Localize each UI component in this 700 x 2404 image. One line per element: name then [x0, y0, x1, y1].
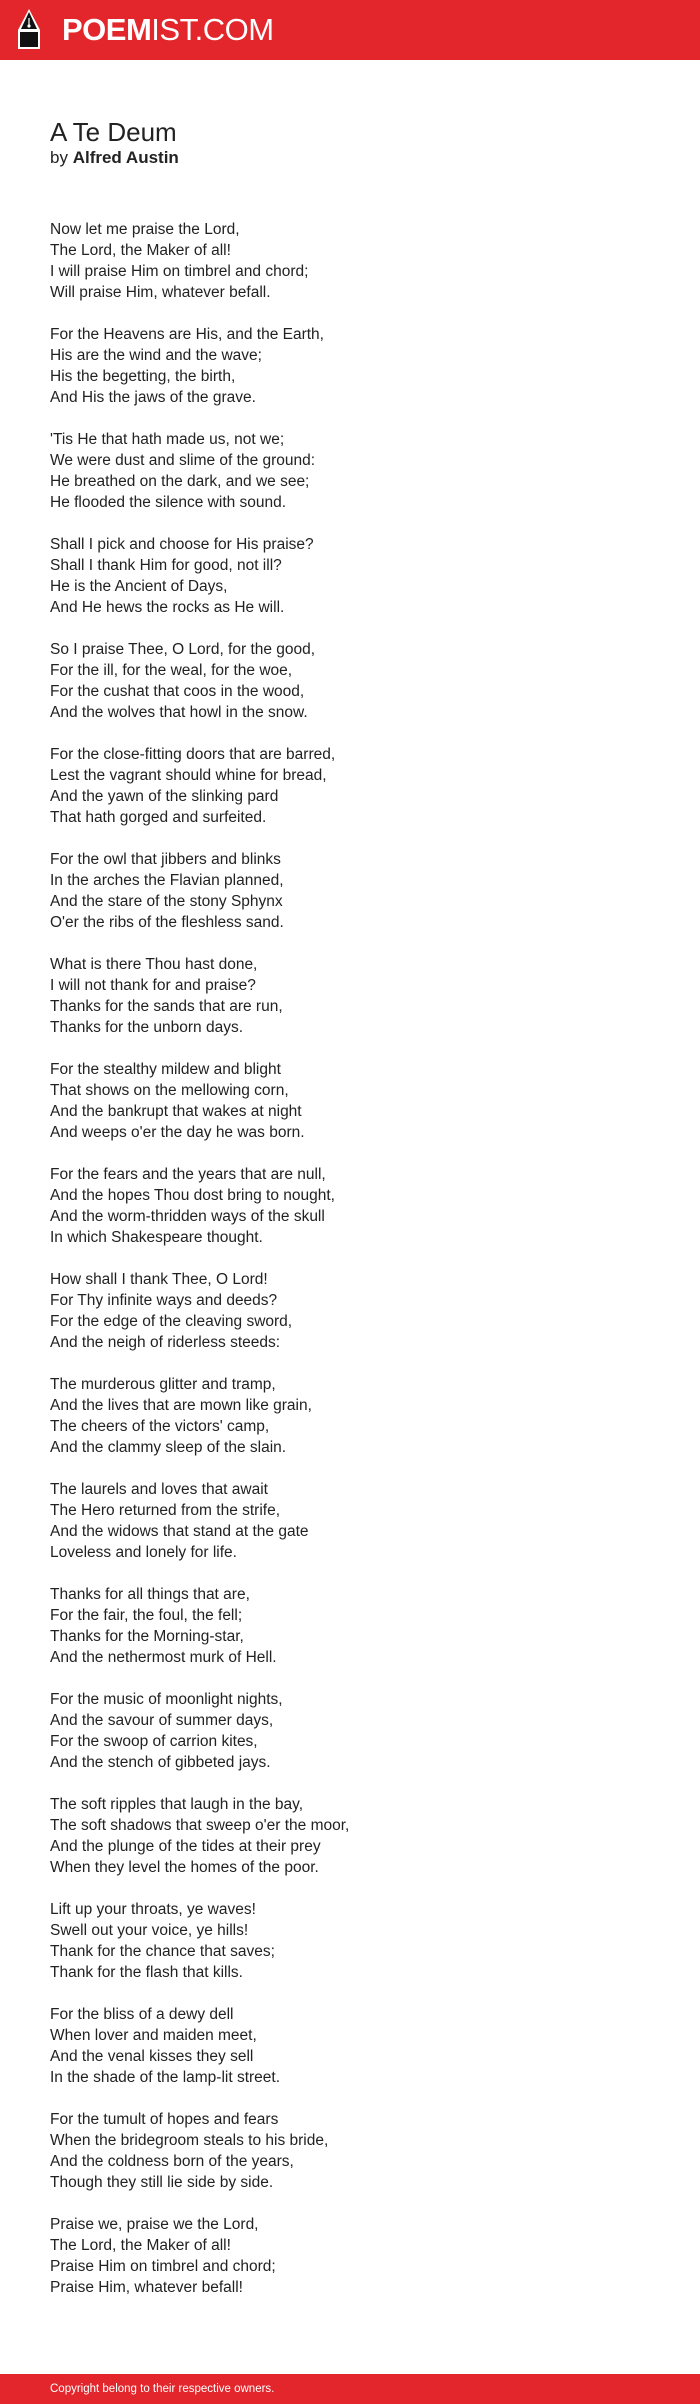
site-logo[interactable]	[62, 12, 274, 48]
poem-line: And the bankrupt that wakes at night	[50, 1103, 302, 1120]
poem-author: Alfred Austin	[72, 148, 179, 167]
poem-line: The soft ripples that laugh in the bay,	[50, 1796, 304, 1813]
poem-line: In which Shakespeare thought.	[50, 1229, 263, 1246]
poem-line: And His the jaws of the grave.	[50, 389, 256, 406]
poem-line: For the stealthy mildew and blight	[50, 1061, 281, 1078]
poem-line: And He hews the rocks as He will.	[50, 599, 285, 616]
poem-stanza	[50, 2109, 650, 2193]
copyright-text: Copyright belong to their respective owners.	[50, 2383, 275, 2395]
poem-line: And the stare of the stony Sphynx	[50, 893, 283, 910]
poem-line: So I praise Thee, O Lord, for the good,	[50, 641, 316, 658]
poem-line: Shall I thank Him for good, not ill?	[50, 557, 282, 574]
poem-line: For the owl that jibbers and blinks	[50, 851, 281, 868]
poem-line: And the plunge of the tides at their prey	[50, 1838, 321, 1855]
poem-line: The Lord, the Maker of all!	[50, 242, 231, 259]
poem-line: For the bliss of a dewy dell	[50, 2006, 234, 2023]
poem-line: And the coldness born of the years,	[50, 2153, 294, 2170]
poem-stanza	[50, 1689, 650, 1773]
site-footer	[0, 2374, 700, 2404]
poem-line: And the lives that are mown like grain,	[50, 1397, 312, 1414]
poem-stanza	[50, 954, 650, 1038]
poem-line: For the close-fitting doors that are barred,	[50, 746, 336, 763]
poem-title: A Te Deum	[50, 117, 177, 147]
poem-line: Praise Him, whatever befall!	[50, 2279, 243, 2296]
poem-line: When the bridegroom steals to his bride,	[50, 2132, 329, 2149]
poem-line: He breathed on the dark, and we see;	[50, 473, 310, 490]
poem-line: For the tumult of hopes and fears	[50, 2111, 279, 2128]
poem-line: His are the wind and the wave;	[50, 347, 262, 364]
poem-stanza	[50, 324, 650, 408]
poem-line: And the nethermost murk of Hell.	[50, 1649, 277, 1666]
poem-stanza	[50, 429, 650, 513]
poem-line: Will praise Him, whatever befall.	[50, 284, 271, 301]
poem-line: Now let me praise the Lord,	[50, 221, 240, 238]
poem-stanza	[50, 1374, 650, 1458]
poem-stanza	[50, 1164, 650, 1248]
by-label: by	[50, 148, 68, 167]
poem-stanza	[50, 1269, 650, 1353]
poem-line: And the savour of summer days,	[50, 1712, 274, 1729]
poem-stanza	[50, 849, 650, 933]
poem-line: And the venal kisses they sell	[50, 2048, 254, 2065]
poem-line: The laurels and loves that await	[50, 1481, 268, 1498]
poem-line: And weeps o'er the day he was born.	[50, 1124, 305, 1141]
site-header	[0, 0, 700, 60]
poem-line: I will not thank for and praise?	[50, 977, 256, 994]
poem-line: We were dust and slime of the ground:	[50, 452, 316, 469]
poem-line: How shall I thank Thee, O Lord!	[50, 1271, 268, 1288]
poem-line: And the wolves that howl in the snow.	[50, 704, 308, 721]
poem-line: Thanks for the sands that are run,	[50, 998, 283, 1015]
poem-stanza	[50, 2214, 650, 2298]
poem-line: Praise Him on timbrel and chord;	[50, 2258, 276, 2275]
poem-line: And the hopes Thou dost bring to nought,	[50, 1187, 335, 1204]
poem-stanza	[50, 1794, 650, 1878]
poem-line: In the shade of the lamp-lit street.	[50, 2069, 281, 2086]
poem-line: The Lord, the Maker of all!	[50, 2237, 231, 2254]
poem-line: For the fair, the foul, the fell;	[50, 1607, 243, 1624]
poem-line: Swell out your voice, ye hills!	[50, 1922, 249, 1939]
poem-line: The murderous glitter and tramp,	[50, 1376, 276, 1393]
poem-line: Thanks for the Morning-star,	[50, 1628, 244, 1645]
poem-stanza	[50, 639, 650, 723]
poem-stanza	[50, 744, 650, 828]
poem-line: That shows on the mellowing corn,	[50, 1082, 289, 1099]
poem-line: For the swoop of carrion kites,	[50, 1733, 258, 1750]
poem-line: For Thy infinite ways and deeds?	[50, 1292, 278, 1309]
poem-body	[50, 219, 650, 2319]
poem-line: Lift up your throats, ye waves!	[50, 1901, 256, 1918]
poem-line: Thanks for all things that are,	[50, 1586, 250, 1603]
poem-line: Praise we, praise we the Lord,	[50, 2216, 259, 2233]
poem-line: For the music of moonlight nights,	[50, 1691, 283, 1708]
poem-line: Shall I pick and choose for His praise?	[50, 536, 314, 553]
poem-line: When they level the homes of the poor.	[50, 1859, 319, 1876]
poem-line: Thank for the chance that saves;	[50, 1943, 275, 1960]
poem-line: Loveless and lonely for life.	[50, 1544, 237, 1561]
poem-line: And the stench of gibbeted jays.	[50, 1754, 271, 1771]
poem-line: For the Heavens are His, and the Earth,	[50, 326, 324, 343]
poem-line: O'er the ribs of the fleshless sand.	[50, 914, 284, 931]
poem-line: What is there Thou hast done,	[50, 956, 258, 973]
poem-line: That hath gorged and surfeited.	[50, 809, 267, 826]
poem-stanza	[50, 2004, 650, 2088]
poem-line: And the widows that stand at the gate	[50, 1523, 309, 1540]
poem-stanza	[50, 219, 650, 303]
poem-byline	[50, 147, 179, 169]
poem-line: When lover and maiden meet,	[50, 2027, 257, 2044]
poem-line: He is the Ancient of Days,	[50, 578, 228, 595]
poem-line: He flooded the silence with sound.	[50, 494, 287, 511]
pen-nib-icon[interactable]	[17, 9, 41, 49]
poem-line: Lest the vagrant should whine for bread,	[50, 767, 327, 784]
poem-line: His the begetting, the birth,	[50, 368, 236, 385]
poem-stanza	[50, 1059, 650, 1143]
poem-line: 'Tis He that hath made us, not we;	[50, 431, 285, 448]
poem-line: And the yawn of the slinking pard	[50, 788, 279, 805]
poem-line: For the fears and the years that are null,	[50, 1166, 326, 1183]
poem-line: I will praise Him on timbrel and chord;	[50, 263, 309, 280]
poem-line: For the cushat that coos in the wood,	[50, 683, 305, 700]
poem-line: Though they still lie side by side.	[50, 2174, 274, 2191]
poem-line: Thank for the flash that kills.	[50, 1964, 243, 1981]
poem-line: Thanks for the unborn days.	[50, 1019, 244, 1036]
poem-line: And the worm-thridden ways of the skull	[50, 1208, 325, 1225]
poem-stanza	[50, 534, 650, 618]
logo-bold-text: POEM	[62, 12, 152, 47]
poem-line: And the clammy sleep of the slain.	[50, 1439, 287, 1456]
poem-stanza	[50, 1899, 650, 1983]
logo-light-text: IST.COM	[151, 12, 274, 47]
poem-stanza	[50, 1584, 650, 1668]
poem-line: In the arches the Flavian planned,	[50, 872, 284, 889]
poem-line: For the edge of the cleaving sword,	[50, 1313, 293, 1330]
poem-line: And the neigh of riderless steeds:	[50, 1334, 281, 1351]
poem-line: The cheers of the victors' camp,	[50, 1418, 270, 1435]
poem-line: The soft shadows that sweep o'er the moor,	[50, 1817, 350, 1834]
poem-stanza	[50, 1479, 650, 1563]
poem-line: For the ill, for the weal, for the woe,	[50, 662, 293, 679]
poem-line: The Hero returned from the strife,	[50, 1502, 281, 1519]
